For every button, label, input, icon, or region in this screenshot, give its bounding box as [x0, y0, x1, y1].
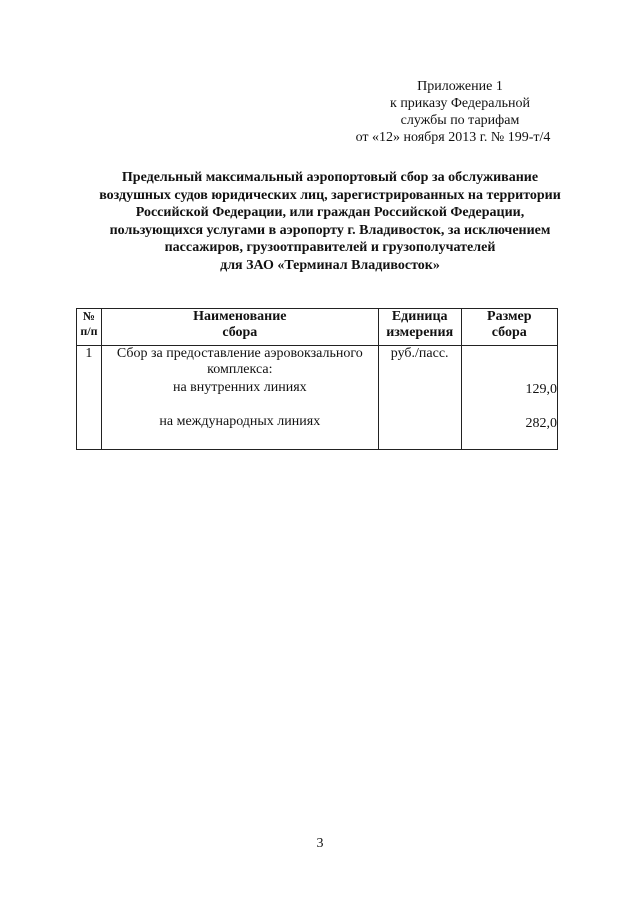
appendix-order-line: к приказу Федеральной: [390, 96, 530, 111]
fee-name-line: Сбор за предоставление аэровокзального: [116, 346, 363, 361]
header-name: Наименование сбора: [101, 309, 378, 346]
appendix-header: [340, 78, 580, 146]
international-fee-value: 282,0: [525, 416, 557, 431]
title-line: воздушных судов юридических лиц, зарегистрированных на территории: [99, 187, 561, 203]
appendix-service-line: службы по тарифам: [400, 113, 520, 128]
title-line: Предельный максимальный аэропортовый сбор за обслуживание: [121, 170, 539, 185]
domestic-lines-label: на внутренних линиях: [172, 380, 307, 395]
row-name: [101, 346, 378, 450]
title-line: Российской Федерации, или граждан Российской Федерации,: [135, 205, 525, 220]
row-number: 1: [77, 346, 102, 450]
header-num: № п/п: [77, 309, 102, 346]
title-line: пользующихся услугами в аэропорту г. Владивосток, за исключением: [109, 222, 551, 238]
header-size: Размер сбора: [461, 309, 557, 346]
appendix-date-number: от «12» ноября 2013 г. № 199-т/4: [355, 130, 551, 145]
appendix-title: Приложение 1: [417, 79, 503, 94]
table-row: [77, 346, 558, 450]
header-unit: Единица измерения: [378, 309, 461, 346]
row-size: [461, 346, 557, 450]
fees-table: [76, 308, 558, 450]
row-unit: руб./пасс.: [378, 346, 461, 450]
table-header-row: [77, 309, 558, 346]
fee-name-line: комплекса:: [207, 362, 273, 377]
international-lines-label: на международных линиях: [159, 414, 321, 429]
title-line: пассажиров, грузоотправителей и грузополучателей: [164, 240, 496, 255]
document-title: [60, 169, 600, 274]
domestic-fee-value: 129,0: [525, 382, 557, 397]
title-line: для ЗАО «Терминал Владивосток»: [220, 257, 440, 273]
page-number: 3: [316, 836, 324, 851]
